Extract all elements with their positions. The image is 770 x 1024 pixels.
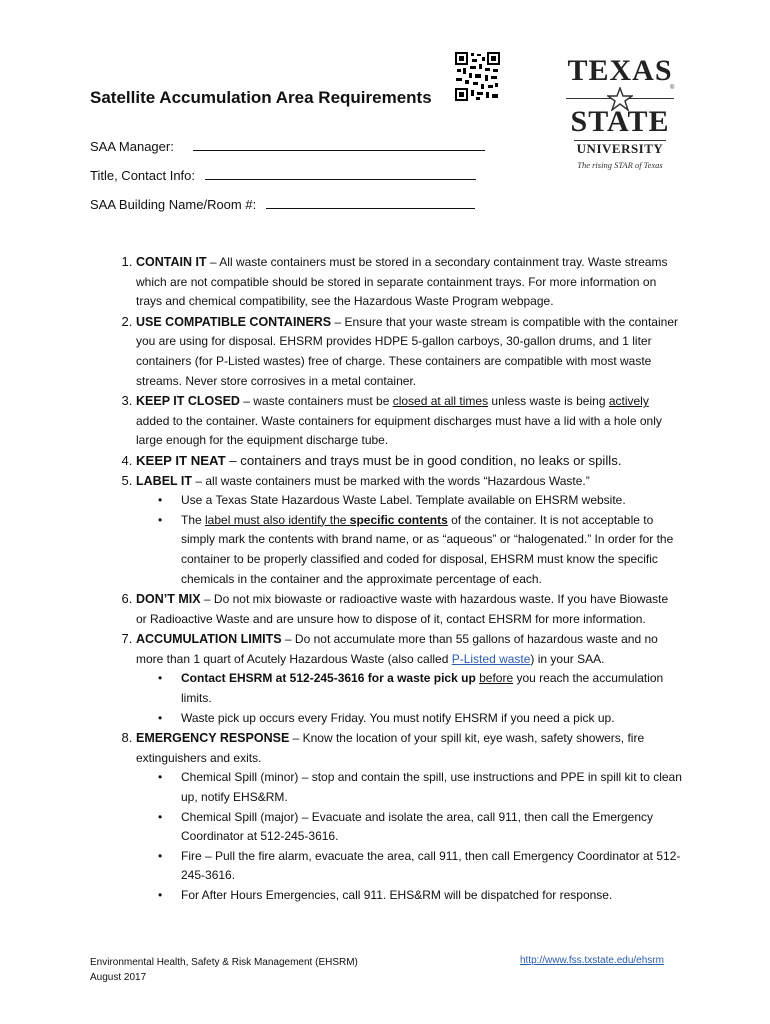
sub-item-text: Waste pick up occurs every Friday. You must notify EHSRM if you need a pick up. <box>181 710 615 725</box>
requirement-heading: KEEP IT CLOSED <box>136 394 240 409</box>
sub-item-text: The <box>181 512 206 527</box>
sub-list-item <box>158 669 682 708</box>
sub-item-text: Chemical Spill (major) – Evacuate and isolate the area, call 911, then call the Emergency Coordinator at 512-245-3616. <box>181 809 654 844</box>
requirement-text: – Know the location of your spill kit, eye wash, safety showers, fire extinguishers and exits. <box>136 731 645 765</box>
requirement-heading: LABEL IT <box>136 473 193 488</box>
bullet-icon: • <box>158 512 163 527</box>
requirement-text: – All waste containers must be stored in a secondary containment tray. Waste streams which are not compatible should be stored in separate containment trays. For more information on trays and chemical compatibility, see the Hazardous Waste Program webpage. <box>136 255 668 309</box>
saa-manager-field <box>90 138 485 154</box>
bullet-icon: • <box>158 809 163 824</box>
footer-date: August 2017 <box>90 972 147 983</box>
underlined-text: actively <box>608 394 649 409</box>
sub-item-text: Fire – Pull the fire alarm, evacuate the area, call 911, then call Emergency Coordinator at 512-245-3616. <box>181 848 681 883</box>
sub-item-text: of the container. It is not acceptable to simply mark the contents with brand name, or as “aqueous” or “halogenated.” In order for the container to be properly classified and coded for disposal, EHSRM must know the specific chemicals in the container and the approximate percentage of each. <box>181 512 674 586</box>
requirements-list <box>110 252 682 906</box>
requirement-text: – containers and trays must be in good condition, no leaks or spills. <box>225 452 622 468</box>
footer-left <box>90 955 358 985</box>
bold-text: Contact EHSRM at 512-245-3616 for a waste pick up <box>181 671 480 686</box>
underlined-bold-text: specific contents <box>349 512 448 527</box>
texas-state-logo <box>560 55 680 170</box>
sub-list-item <box>158 886 682 906</box>
requirement-text: – all waste containers must be marked with the words “Hazardous Waste.” <box>192 473 590 488</box>
sub-item-text: Use a Texas State Hazardous Waste Label. Template available on EHSRM website. <box>181 493 626 508</box>
sub-item-text: For After Hours Emergencies, call 911. EHS&RM will be dispatched for response. <box>181 888 613 902</box>
requirement-text: unless waste is being <box>488 394 609 409</box>
requirement-item <box>136 471 682 590</box>
sub-list-item <box>158 491 682 511</box>
sub-list-item <box>158 768 682 807</box>
logo-texas: TEXAS <box>567 54 673 87</box>
building-room-blank[interactable] <box>266 196 475 209</box>
requirement-item <box>136 451 682 471</box>
saa-manager-blank[interactable] <box>193 138 485 151</box>
sub-list-item <box>158 808 682 847</box>
sub-list <box>136 669 682 728</box>
bullet-icon: • <box>158 770 163 785</box>
bullet-icon: • <box>158 888 163 902</box>
p-listed-waste-link[interactable]: P-Listed waste <box>451 651 531 666</box>
title-contact-field <box>90 167 476 183</box>
requirement-heading: ACCUMULATION LIMITS <box>136 632 282 647</box>
requirement-heading: CONTAIN IT <box>136 255 207 269</box>
document-title: Satellite Accumulation Area Requirements <box>90 88 432 107</box>
bullet-icon: • <box>158 493 163 508</box>
requirement-text: – Ensure that your waste stream is compatible with the container you are using for disposal. EHSRM provides HDPE 5-gallon carboys, 30-gallon drums, and 1 liter containers (for P-Listed wastes) free of charge. These containers are compatible with most waste streams. Never store corrosives in a metal container. <box>136 314 678 388</box>
requirement-item <box>136 629 682 728</box>
bullet-icon: • <box>158 848 163 863</box>
building-room-label: SAA Building Name/Room #: <box>90 197 257 212</box>
requirement-item <box>136 252 682 312</box>
sub-list <box>136 768 682 905</box>
sub-list <box>136 491 682 589</box>
title-contact-blank[interactable] <box>205 167 476 180</box>
building-room-field <box>90 196 475 212</box>
underlined-text: label must also identify the <box>205 512 350 527</box>
logo-state: STATE <box>570 105 670 138</box>
requirement-text: added to the container. Waste containers for equipment discharges must have a lid with a hole only large enough for the equipment discharge tube. <box>136 413 662 448</box>
requirement-text: – waste containers must be <box>239 394 393 409</box>
logo-star-row <box>560 87 680 113</box>
requirement-item <box>136 312 682 391</box>
requirement-text: – Do not accumulate more than 55 gallons of hazardous waste and no more than 1 quart of Acutely Hazardous Waste (also called <box>136 632 658 666</box>
logo-tagline: The rising STAR of Texas <box>577 160 663 170</box>
underlined-text: closed at all times <box>392 394 489 409</box>
underlined-text: before <box>479 671 514 686</box>
saa-manager-label: SAA Manager: <box>90 139 174 154</box>
requirement-heading: KEEP IT NEAT <box>136 452 226 468</box>
sub-list-item <box>158 511 682 589</box>
requirement-item <box>136 589 682 629</box>
qr-code-icon <box>455 52 500 101</box>
logo-university: UNIVERSITY <box>576 141 664 156</box>
requirement-text: ) in your SAA. <box>530 651 605 666</box>
requirement-heading: DON’T MIX <box>136 592 201 607</box>
sub-item-text: you reach the accumulation limits. <box>181 671 664 706</box>
requirement-item <box>136 728 682 905</box>
footer-org: Environmental Health, Safety & Risk Management (EHSRM) <box>90 957 358 968</box>
star-icon <box>607 87 633 111</box>
title-contact-label: Title, Contact Info: <box>90 168 196 183</box>
requirement-heading: EMERGENCY RESPONSE <box>136 731 290 746</box>
bullet-icon: • <box>158 671 163 686</box>
sub-list-item <box>158 709 682 729</box>
requirement-text: – Do not mix biowaste or radioactive waste with hazardous waste. If you have Biowaste or Radioactive Waste and are unsure how to dispose of it, contact EHSRM for more information. <box>136 592 669 626</box>
requirement-item <box>136 391 682 451</box>
requirement-heading: USE COMPATIBLE CONTAINERS <box>136 314 332 329</box>
bullet-icon: • <box>158 710 163 725</box>
footer-url-link[interactable]: http://www.fss.txstate.edu/ehsrm <box>520 955 664 966</box>
sub-item-text: Chemical Spill (minor) – stop and contain the spill, use instructions and PPE in spill kit to clean up, notify EHS&RM. <box>181 770 682 805</box>
sub-list-item <box>158 847 682 886</box>
registered-mark: ® <box>670 85 675 91</box>
